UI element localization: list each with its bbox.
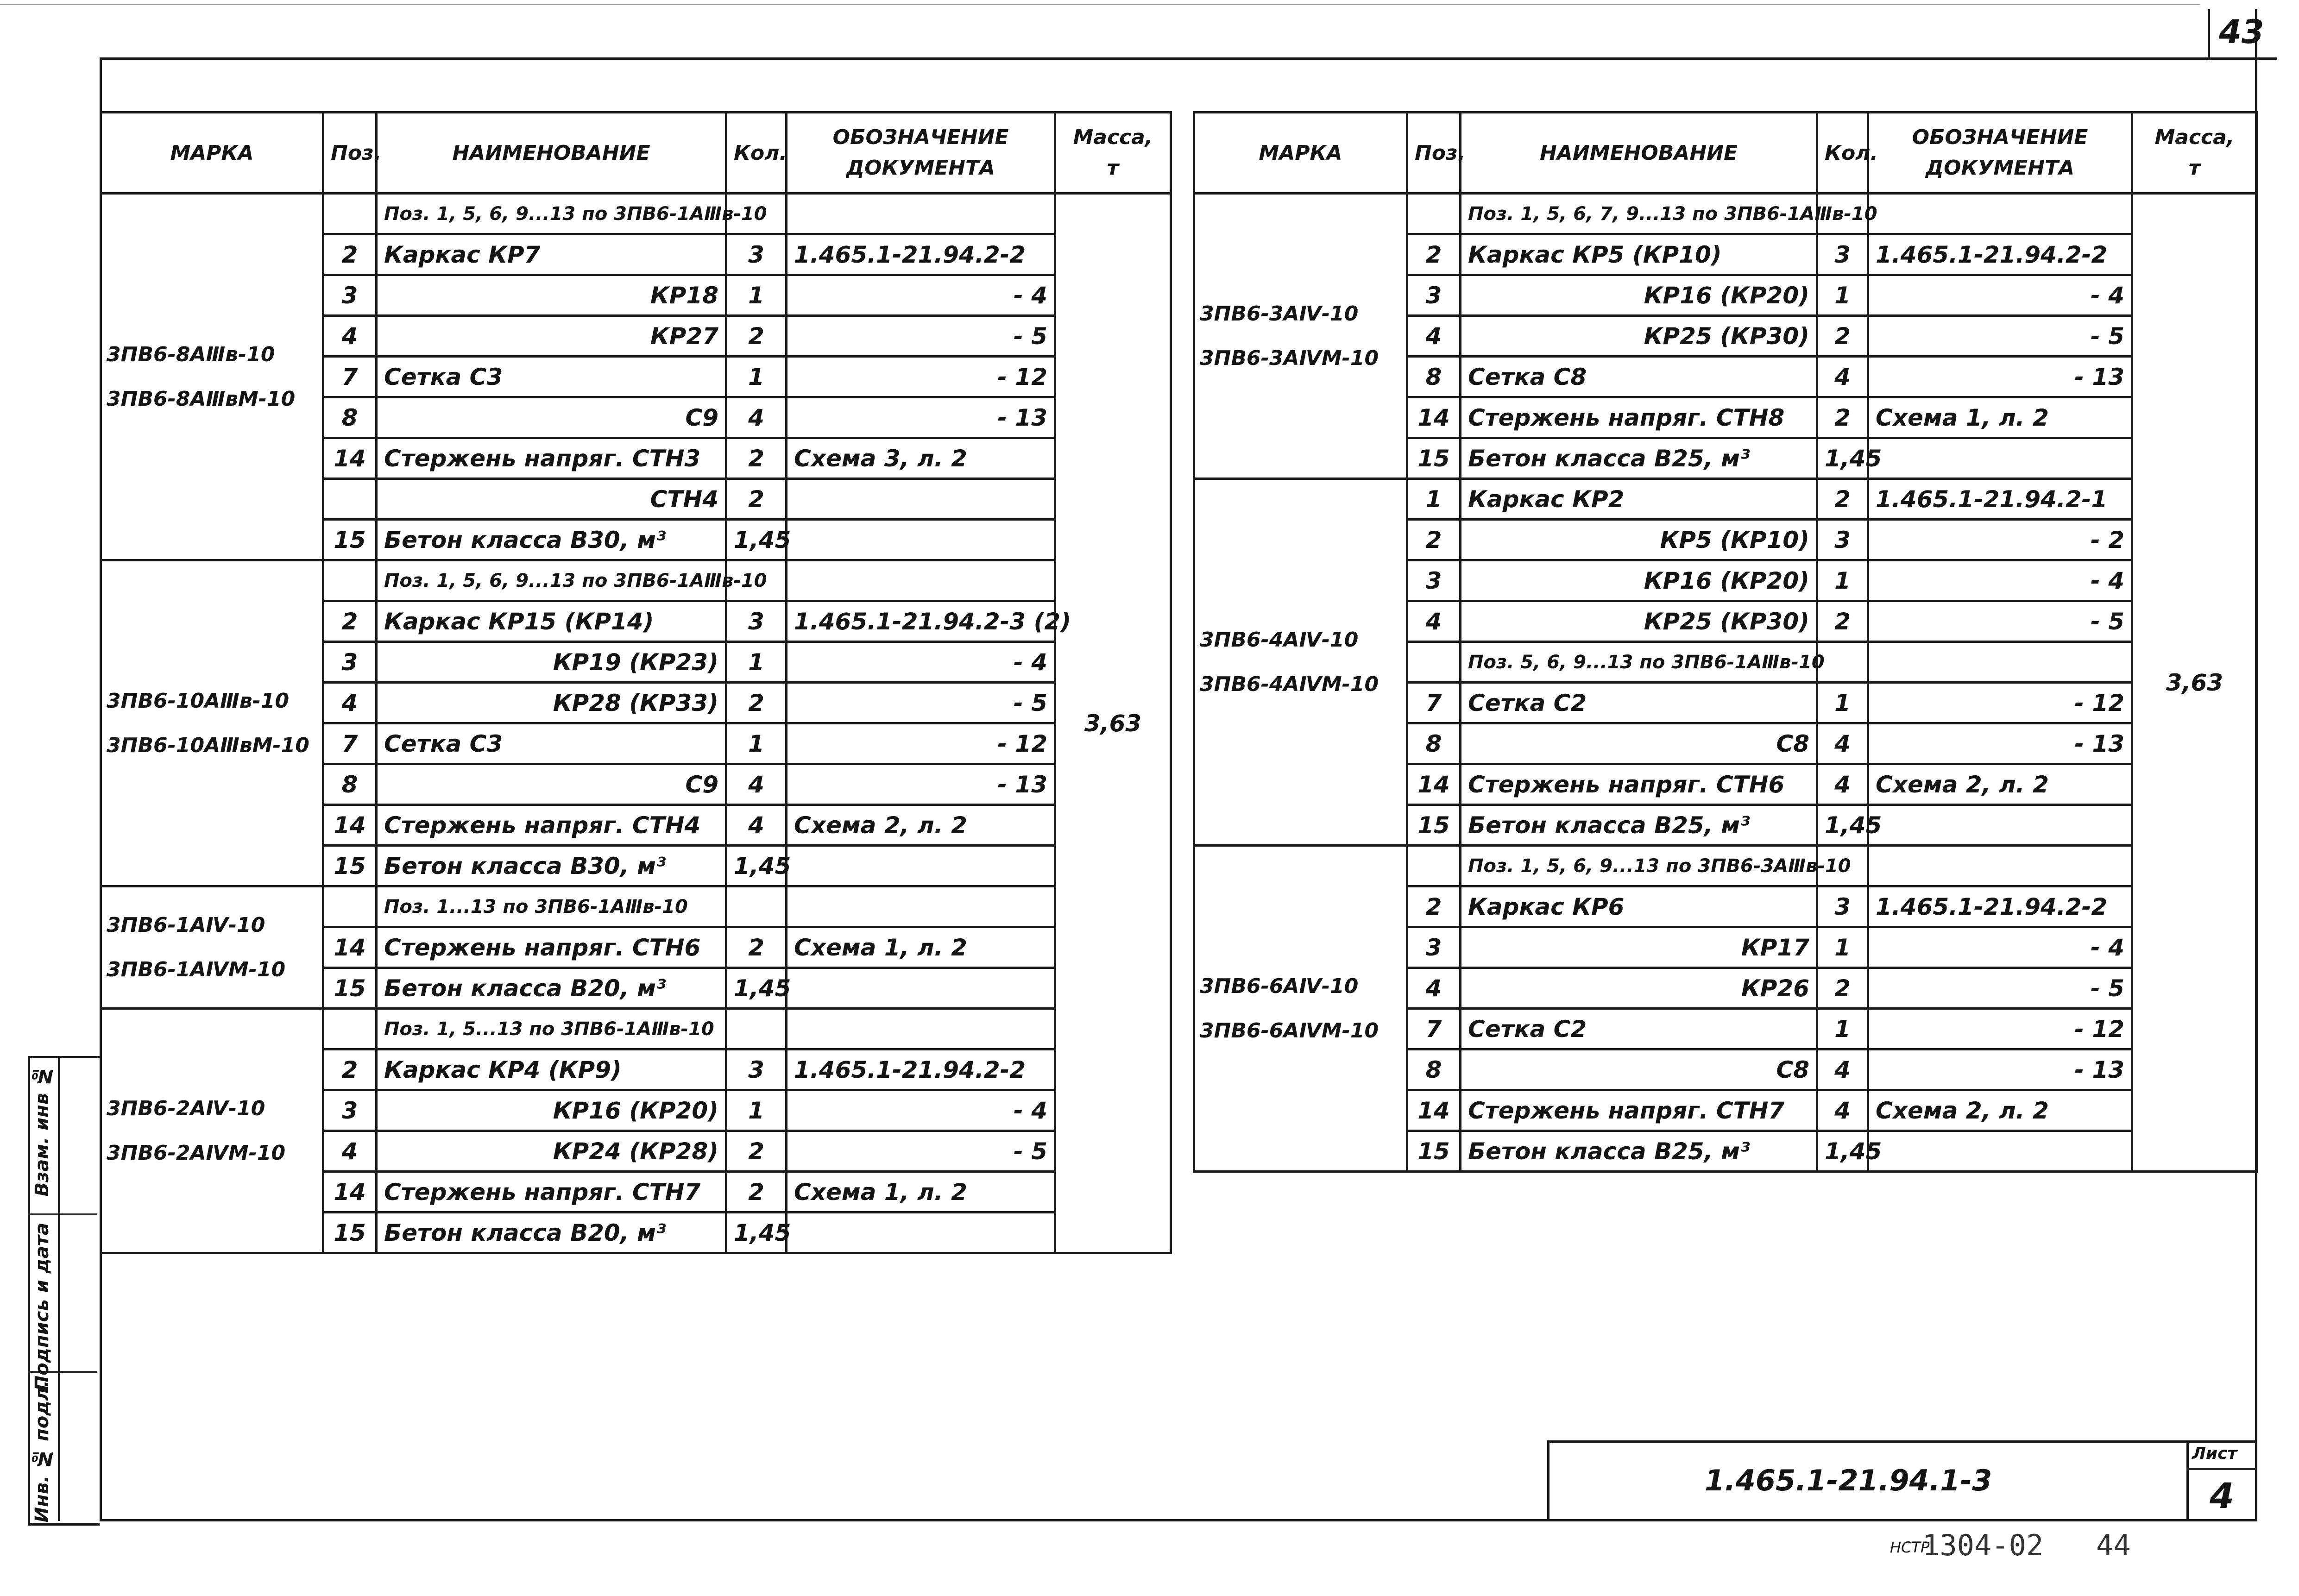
right-cell-qty: 1 [1817,275,1868,316]
right-cell-qty: 3 [1817,886,1868,927]
right-cell-name: Каркас КР2 [1461,479,1817,520]
left-cell-qty: 1,45 [726,520,787,560]
left-cell-name: Поз. 1, 5, 6, 9...13 по 3ПВ6-1АⅢв-10 [377,194,726,234]
mark-label: 3ПВ6-8АⅢв-10 [107,342,275,366]
right-spec-table [1193,111,2258,1173]
table-row [101,560,1171,601]
right-cell-pos: 14 [1407,764,1461,805]
mark-label: 3ПВ6-3АⅣМ-10 [1200,346,1379,370]
left-cell-name: Каркас КР7 [377,234,726,275]
left-cell-pos: 3 [323,642,377,683]
mark-label: 3ПВ6-6АⅣ-10 [1200,974,1359,998]
left-header-marka: МАРКА [101,113,323,194]
left-cell-pos: 8 [323,764,377,805]
left-cell-name: Сетка С3 [377,723,726,764]
right-cell-doc: - 13 [1868,357,2132,397]
right-header-qty: Кол. [1817,113,1868,194]
left-cell-qty: 1 [726,275,787,316]
left-cell-doc: - 5 [787,683,1055,723]
right-header-marka: МАРКА [1194,113,1407,194]
left-cell-qty: 4 [726,764,787,805]
mark-label: 3ПВ6-1АⅣМ-10 [107,957,286,981]
left-cell-name: КР19 (КР23) [377,642,726,683]
left-header-mass-line1: Масса, [1073,126,1153,149]
left-cell-doc: Схема 3, л. 2 [787,438,1055,479]
mark-label: 3ПВ6-6АⅣМ-10 [1200,1018,1379,1043]
right-header-mass-line2: т [2188,156,2201,180]
right-cell-pos: 2 [1407,886,1461,927]
right-cell-pos: 1 [1407,479,1461,520]
right-cell-pos: 8 [1407,357,1461,397]
left-cell-qty [726,886,787,927]
right-cell-qty: 1 [1817,683,1868,723]
right-cell-pos: 14 [1407,397,1461,438]
left-cell-pos: 4 [323,1131,377,1172]
right-cell-doc: Схема 2, л. 2 [1868,764,2132,805]
title-block-sheet-value: 4 [2210,1475,2234,1516]
right-cell-pos: 4 [1407,316,1461,357]
left-cell-pos: 8 [323,397,377,438]
left-header-qty: Кол. [726,113,787,194]
right-cell-pos: 15 [1407,805,1461,846]
left-spec-table [100,111,1172,1254]
left-cell-name: Поз. 1...13 по 3ПВ6-1АⅢв-10 [377,886,726,927]
left-cell-qty: 1 [726,723,787,764]
left-cell-name: Каркас КР15 (КР14) [377,601,726,642]
left-header-doc-line1: ОБОЗНАЧЕНИЕ [832,126,1009,149]
left-cell-name: С9 [377,764,726,805]
left-mark-cell [101,194,323,560]
table-row [101,194,1171,234]
right-cell-pos: 2 [1407,234,1461,275]
left-cell-doc: - 13 [787,397,1055,438]
right-cell-name: Каркас КР5 (КР10) [1461,234,1817,275]
left-cell-name: КР28 (КР33) [377,683,726,723]
table-row [101,886,1171,927]
left-cell-doc: 1.465.1-21.94.2-2 [787,234,1055,275]
left-cell-name: Стержень напряг. СТН7 [377,1172,726,1213]
side-label-inventory: Инв. № подл. [31,1380,53,1523]
left-cell-name: Поз. 1, 5, 6, 9...13 по 3ПВ6-1АⅢв-10 [377,560,726,601]
left-cell-name: КР16 (КР20) [377,1090,726,1131]
right-cell-name: Сетка С2 [1461,683,1817,723]
right-cell-doc [1868,805,2132,846]
mark-label: 3ПВ6-3АⅣ-10 [1200,302,1359,326]
right-cell-pos: 8 [1407,1049,1461,1090]
left-cell-doc [787,846,1055,886]
left-cell-doc [787,886,1055,927]
left-cell-doc: Схема 1, л. 2 [787,927,1055,968]
right-cell-name: Поз. 1, 5, 6, 9...13 по 3ПВ6-3АⅢв-10 [1461,846,1817,886]
left-cell-name: Стержень напряг. СТН6 [377,927,726,968]
left-cell-pos: 15 [323,520,377,560]
right-cell-qty: 2 [1817,316,1868,357]
sheet-number-top: 43 [2219,13,2264,51]
right-cell-doc: - 5 [1868,601,2132,642]
frame-top-line [100,57,2277,60]
left-cell-doc: - 12 [787,357,1055,397]
left-cell-name: Бетон класса В20, м³ [377,968,726,1009]
left-cell-qty: 2 [726,927,787,968]
scan-top-line [0,4,2200,5]
right-cell-doc [1868,642,2132,683]
right-cell-doc: - 2 [1868,520,2132,560]
right-cell-name: КР17 [1461,927,1817,968]
right-mark-cell [1194,479,1407,846]
title-block-sheet-divider [2186,1468,2256,1470]
mark-label: 3ПВ6-8АⅢвМ-10 [107,387,296,411]
left-header-mass-line2: т [1107,156,1119,180]
bottom-stamp: 1304-02 [1922,1528,2044,1562]
left-cell-pos: 7 [323,357,377,397]
left-cell-name: Каркас КР4 (КР9) [377,1049,726,1090]
right-cell-pos: 7 [1407,1009,1461,1049]
right-cell-qty: 1 [1817,1009,1868,1049]
right-cell-pos: 3 [1407,927,1461,968]
mark-label: 3ПВ6-2АⅣМ-10 [107,1141,286,1165]
left-cell-doc [787,560,1055,601]
right-cell-name: Бетон класса В25, м³ [1461,438,1817,479]
bottom-stamp-prefix: НСТР [1890,1539,1930,1556]
right-cell-doc: Схема 1, л. 2 [1868,397,2132,438]
right-cell-name: Сетка С2 [1461,1009,1817,1049]
left-cell-doc: - 4 [787,275,1055,316]
left-cell-pos: 3 [323,275,377,316]
left-cell-doc [787,520,1055,560]
mark-label: 3ПВ6-1АⅣ-10 [107,913,265,937]
left-cell-name: Бетон класса В30, м³ [377,520,726,560]
right-cell-qty: 1 [1817,560,1868,601]
right-cell-doc: - 5 [1868,968,2132,1009]
left-cell-qty: 1 [726,1090,787,1131]
side-strip-inner-line [58,1056,60,1521]
right-mass-cell: 3,63 [2132,194,2257,1172]
left-cell-qty: 2 [726,1172,787,1213]
left-header-mass [1055,113,1171,194]
left-cell-doc [787,479,1055,520]
right-cell-doc: Схема 2, л. 2 [1868,1090,2132,1131]
right-cell-doc [1868,194,2132,234]
left-cell-name: СТН4 [377,479,726,520]
right-cell-qty: 2 [1817,479,1868,520]
right-cell-name: Каркас КР6 [1461,886,1817,927]
mark-label: 3ПВ6-10АⅢвМ-10 [107,733,309,757]
left-cell-name: КР18 [377,275,726,316]
right-cell-pos: 15 [1407,1131,1461,1172]
right-header-doc-line1: ОБОЗНАЧЕНИЕ [1912,126,2088,149]
left-mark-cell [101,886,323,1009]
table-row [101,1009,1171,1049]
left-cell-pos: 14 [323,805,377,846]
right-cell-pos [1407,194,1461,234]
right-cell-qty: 4 [1817,357,1868,397]
left-cell-doc: - 5 [787,1131,1055,1172]
left-cell-pos: 2 [323,234,377,275]
left-cell-pos: 7 [323,723,377,764]
right-cell-qty: 1,45 [1817,1131,1868,1172]
right-cell-name: КР16 (КР20) [1461,275,1817,316]
left-cell-qty: 2 [726,438,787,479]
right-cell-pos: 4 [1407,601,1461,642]
left-cell-pos [323,194,377,234]
right-cell-qty: 2 [1817,968,1868,1009]
right-cell-doc: - 13 [1868,723,2132,764]
left-cell-name: Стержень напряг. СТН4 [377,805,726,846]
left-header-name: НАИМЕНОВАНИЕ [377,113,726,194]
right-cell-qty [1817,642,1868,683]
left-cell-name: Бетон класса В20, м³ [377,1213,726,1253]
right-cell-name: КР26 [1461,968,1817,1009]
right-cell-doc: - 4 [1868,275,2132,316]
left-cell-qty: 3 [726,234,787,275]
left-cell-doc: 1.465.1-21.94.2-2 [787,1049,1055,1090]
table-row [1194,479,2257,520]
right-cell-doc: - 5 [1868,316,2132,357]
left-header-doc-line2: ДОКУМЕНТА [846,156,995,180]
right-cell-name: Поз. 1, 5, 6, 7, 9...13 по 3ПВ6-1АⅢв-10 [1461,194,1817,234]
left-cell-name: КР27 [377,316,726,357]
side-strip-divider-1 [28,1213,97,1215]
right-cell-name: С8 [1461,723,1817,764]
right-cell-doc [1868,438,2132,479]
left-cell-qty: 3 [726,1049,787,1090]
right-cell-name: Стержень напряг. СТН6 [1461,764,1817,805]
left-cell-qty: 4 [726,397,787,438]
right-cell-pos [1407,642,1461,683]
bottom-stamp-page: 44 [2096,1528,2131,1562]
right-cell-pos: 4 [1407,968,1461,1009]
left-cell-name: Бетон класса В30, м³ [377,846,726,886]
right-cell-name: КР5 (КР10) [1461,520,1817,560]
left-cell-qty: 1 [726,642,787,683]
right-cell-doc: - 12 [1868,683,2132,723]
left-cell-doc: - 13 [787,764,1055,805]
right-cell-doc: 1.465.1-21.94.2-1 [1868,479,2132,520]
right-cell-name: С8 [1461,1049,1817,1090]
title-block-code: 1.465.1-21.94.1-3 [1705,1464,1992,1497]
right-cell-name: Стержень напряг. СТН7 [1461,1090,1817,1131]
left-mass-cell: 3,63 [1055,194,1171,1253]
left-cell-pos: 15 [323,968,377,1009]
right-cell-name: Бетон класса В25, м³ [1461,1131,1817,1172]
left-cell-qty: 1 [726,357,787,397]
left-cell-pos: 14 [323,927,377,968]
left-cell-pos [323,1009,377,1049]
left-cell-doc: Схема 1, л. 2 [787,1172,1055,1213]
right-cell-qty: 1 [1817,927,1868,968]
left-cell-doc: - 4 [787,642,1055,683]
left-cell-doc: 1.465.1-21.94.2-3 (2) [787,601,1055,642]
left-cell-pos: 15 [323,1213,377,1253]
left-cell-name: КР24 (КР28) [377,1131,726,1172]
left-cell-qty: 1,45 [726,968,787,1009]
left-cell-doc [787,1213,1055,1253]
left-cell-qty: 4 [726,805,787,846]
left-cell-pos [323,560,377,601]
mark-label: 3ПВ6-2АⅣ-10 [107,1096,265,1120]
right-cell-name: Поз. 5, 6, 9...13 по 3ПВ6-1АⅢв-10 [1461,642,1817,683]
right-mark-cell [1194,194,1407,479]
left-cell-qty: 3 [726,601,787,642]
side-label-replace: Взам. инв № [31,1065,53,1197]
right-cell-name: КР16 (КР20) [1461,560,1817,601]
left-cell-pos: 15 [323,846,377,886]
right-cell-qty: 2 [1817,397,1868,438]
right-cell-name: Бетон класса В25, м³ [1461,805,1817,846]
left-cell-doc: - 5 [787,316,1055,357]
left-cell-qty: 2 [726,1131,787,1172]
right-header-mass [2132,113,2257,194]
left-cell-name: Сетка С3 [377,357,726,397]
right-header-doc [1868,113,2132,194]
right-header-pos: Поз. [1407,113,1461,194]
left-cell-name: С9 [377,397,726,438]
mark-label: 3ПВ6-10АⅢв-10 [107,689,290,713]
right-cell-doc: - 12 [1868,1009,2132,1049]
right-cell-doc: 1.465.1-21.94.2-2 [1868,234,2132,275]
right-cell-qty: 1,45 [1817,805,1868,846]
right-cell-pos: 7 [1407,683,1461,723]
right-header-doc-line2: ДОКУМЕНТА [1925,156,2075,180]
title-block-sheet-label: Лист [2192,1444,2237,1463]
left-cell-qty [726,1009,787,1049]
right-cell-doc: - 13 [1868,1049,2132,1090]
left-header-doc [787,113,1055,194]
right-cell-doc [1868,846,2132,886]
left-cell-pos: 4 [323,316,377,357]
right-cell-pos: 3 [1407,560,1461,601]
right-cell-qty: 4 [1817,1090,1868,1131]
left-cell-qty: 2 [726,683,787,723]
right-cell-qty: 4 [1817,764,1868,805]
right-cell-qty: 3 [1817,234,1868,275]
left-cell-pos: 4 [323,683,377,723]
right-cell-name: Сетка С8 [1461,357,1817,397]
left-mark-cell [101,560,323,886]
left-cell-doc: - 12 [787,723,1055,764]
left-cell-doc: Схема 2, л. 2 [787,805,1055,846]
left-cell-name: Стержень напряг. СТН3 [377,438,726,479]
right-cell-pos: 3 [1407,275,1461,316]
mark-label: 3ПВ6-4АⅣ-10 [1200,628,1359,652]
right-cell-qty: 3 [1817,520,1868,560]
left-mark-cell [101,1009,323,1253]
side-label-signature: Подпись и дата [31,1223,53,1391]
left-cell-pos [323,479,377,520]
sheet-number-box-divider [2208,9,2210,60]
right-cell-qty: 4 [1817,1049,1868,1090]
right-cell-qty: 2 [1817,601,1868,642]
left-cell-doc [787,194,1055,234]
left-cell-qty: 1,45 [726,846,787,886]
mark-label: 3ПВ6-4АⅣМ-10 [1200,672,1379,696]
right-cell-name: КР25 (КР30) [1461,316,1817,357]
table-row [1194,194,2257,234]
left-cell-qty: 2 [726,479,787,520]
table-row [1194,846,2257,886]
right-header-name: НАИМЕНОВАНИЕ [1461,113,1817,194]
right-cell-name: Стержень напряг. СТН8 [1461,397,1817,438]
right-cell-pos: 14 [1407,1090,1461,1131]
right-cell-qty: 4 [1817,723,1868,764]
left-header-pos: Поз. [323,113,377,194]
right-cell-qty: 1,45 [1817,438,1868,479]
right-mark-cell [1194,846,1407,1172]
left-cell-pos: 3 [323,1090,377,1131]
left-cell-qty: 1,45 [726,1213,787,1253]
title-block-divider [2186,1440,2189,1519]
right-cell-doc [1868,1131,2132,1172]
right-cell-pos: 15 [1407,438,1461,479]
right-header-mass-line1: Масса, [2154,126,2235,149]
left-cell-pos: 14 [323,438,377,479]
left-cell-name: Поз. 1, 5...13 по 3ПВ6-1АⅢв-10 [377,1009,726,1049]
right-cell-pos: 2 [1407,520,1461,560]
left-cell-pos [323,886,377,927]
right-cell-pos: 8 [1407,723,1461,764]
left-cell-pos: 2 [323,1049,377,1090]
right-cell-pos [1407,846,1461,886]
right-cell-doc: 1.465.1-21.94.2-2 [1868,886,2132,927]
left-cell-pos: 2 [323,601,377,642]
right-cell-name: КР25 (КР30) [1461,601,1817,642]
left-cell-doc [787,1009,1055,1049]
left-cell-doc: - 4 [787,1090,1055,1131]
left-cell-qty: 2 [726,316,787,357]
left-cell-pos: 14 [323,1172,377,1213]
right-cell-doc: - 4 [1868,560,2132,601]
left-cell-doc [787,968,1055,1009]
right-cell-doc: - 4 [1868,927,2132,968]
